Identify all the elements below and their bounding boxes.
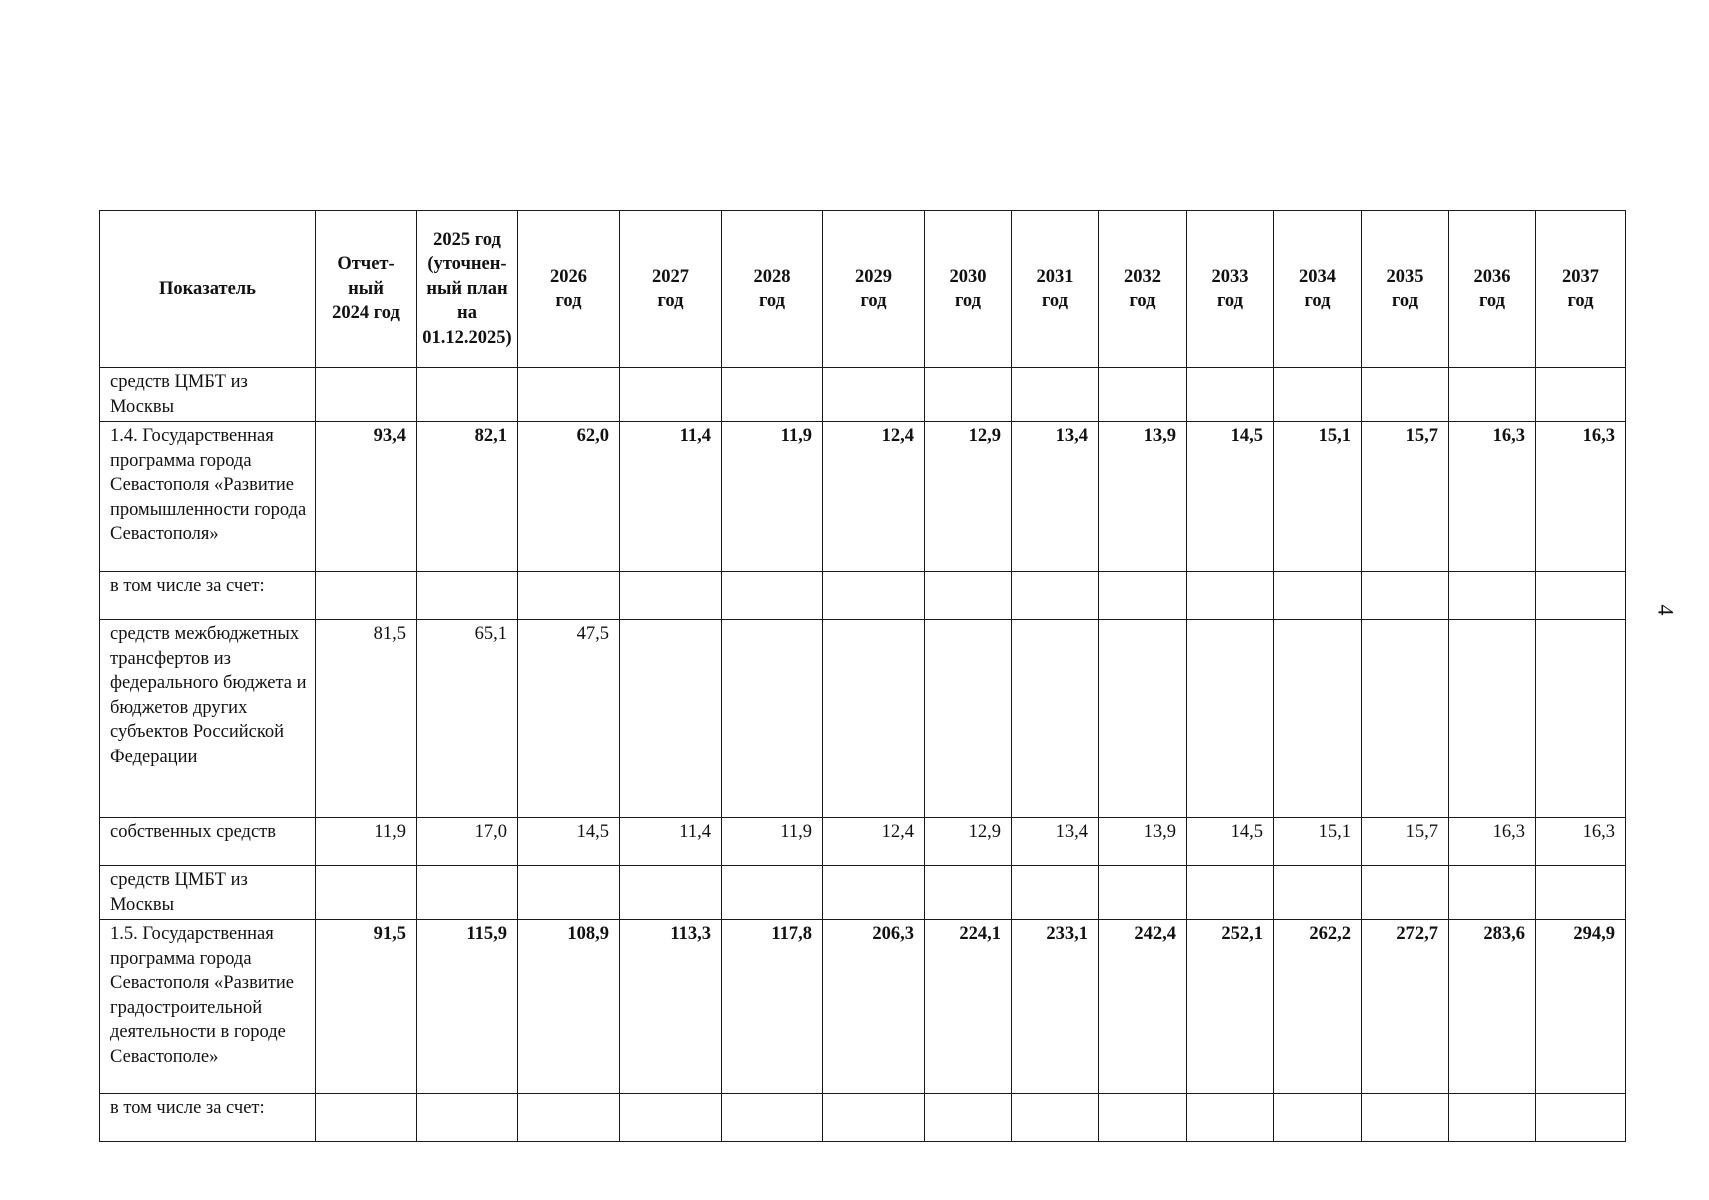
cell-value: 81,5 xyxy=(316,620,417,818)
header-col-0 xyxy=(316,211,417,368)
cell-value xyxy=(1012,1094,1099,1142)
cell-value: 65,1 xyxy=(417,620,518,818)
cell-value: 294,9 xyxy=(1536,920,1626,1094)
cell-value xyxy=(1012,620,1099,818)
row-label: в том числе за счет: xyxy=(100,1094,316,1142)
cell-value: 15,1 xyxy=(1274,818,1362,866)
cell-value: 113,3 xyxy=(620,920,722,1094)
cell-value xyxy=(722,1094,823,1142)
cell-value: 14,5 xyxy=(518,818,620,866)
header-col-12 xyxy=(1449,211,1536,368)
cell-value: 12,4 xyxy=(823,422,925,572)
header-col-8 xyxy=(1099,211,1187,368)
cell-value xyxy=(620,620,722,818)
cell-value: 47,5 xyxy=(518,620,620,818)
header-line: год xyxy=(860,291,887,311)
cell-value xyxy=(823,620,925,818)
header-col-13 xyxy=(1536,211,1626,368)
cell-value: 91,5 xyxy=(316,920,417,1094)
cell-value xyxy=(1536,866,1626,920)
header-col-2 xyxy=(518,211,620,368)
cell-value xyxy=(1274,620,1362,818)
cell-value: 13,9 xyxy=(1099,422,1187,572)
cell-value xyxy=(316,368,417,422)
cell-value xyxy=(1187,866,1274,920)
cell-value xyxy=(417,1094,518,1142)
header-line: 01.12.2025) xyxy=(422,327,512,348)
header-line: 2037 xyxy=(1562,266,1599,287)
cell-value xyxy=(1274,368,1362,422)
cell-value xyxy=(925,620,1012,818)
header-line: на xyxy=(457,303,477,324)
cell-value: 14,5 xyxy=(1187,818,1274,866)
cell-value: 11,9 xyxy=(722,818,823,866)
cell-value xyxy=(925,572,1012,620)
cell-value xyxy=(316,866,417,920)
row-label: 1.4. Государственная программа города Севастополя «Развитие промышленности города Севастополя» xyxy=(100,422,316,572)
header-line: год xyxy=(657,291,684,311)
budget-table xyxy=(99,210,1626,1142)
header-line: 2035 xyxy=(1386,266,1424,287)
cell-value: 233,1 xyxy=(1012,920,1099,1094)
header-col-9 xyxy=(1187,211,1274,368)
cell-value: 16,3 xyxy=(1449,818,1536,866)
cell-value xyxy=(1187,572,1274,620)
cell-value: 117,8 xyxy=(722,920,823,1094)
header-col-11 xyxy=(1362,211,1449,368)
header-line: ный план xyxy=(426,278,508,299)
header-col-5 xyxy=(823,211,925,368)
header-line: (уточнен- xyxy=(427,254,507,275)
cell-value xyxy=(620,572,722,620)
header-line: год xyxy=(1129,291,1156,311)
cell-value: 82,1 xyxy=(417,422,518,572)
header-line: 2033 xyxy=(1211,266,1249,287)
header-line: 2031 xyxy=(1036,266,1074,287)
cell-value xyxy=(1536,572,1626,620)
cell-value xyxy=(316,572,417,620)
header-line: 2036 xyxy=(1473,266,1511,287)
cell-value xyxy=(1449,866,1536,920)
cell-value: 14,5 xyxy=(1187,422,1274,572)
cell-value xyxy=(1362,866,1449,920)
cell-value xyxy=(1536,368,1626,422)
cell-value xyxy=(1449,368,1536,422)
header-line: 2030 xyxy=(949,266,987,287)
header-line: год xyxy=(1567,291,1594,311)
header-line: 2024 год xyxy=(332,303,400,324)
cell-value: 11,4 xyxy=(620,422,722,572)
cell-value xyxy=(1099,368,1187,422)
cell-value xyxy=(823,368,925,422)
cell-value: 16,3 xyxy=(1536,422,1626,572)
cell-value xyxy=(1099,866,1187,920)
cell-value xyxy=(1187,1094,1274,1142)
header-line: 2034 xyxy=(1299,266,1336,287)
table-row xyxy=(100,1094,1626,1142)
cell-value: 17,0 xyxy=(417,818,518,866)
cell-value xyxy=(316,1094,417,1142)
cell-value xyxy=(1362,572,1449,620)
header-line: 2028 xyxy=(753,266,791,287)
header-col-7 xyxy=(1012,211,1099,368)
header-indicator: Показатель xyxy=(100,211,316,368)
cell-value xyxy=(1099,620,1187,818)
cell-value: 13,4 xyxy=(1012,818,1099,866)
header-line: год xyxy=(1391,291,1418,311)
cell-value xyxy=(1536,620,1626,818)
header-line: 2025 год xyxy=(433,229,501,250)
header-col-4 xyxy=(722,211,823,368)
row-label: средств ЦМБТ из Москвы xyxy=(100,368,316,422)
cell-value: 283,6 xyxy=(1449,920,1536,1094)
cell-value: 11,9 xyxy=(722,422,823,572)
table-row xyxy=(100,422,1626,572)
cell-value: 12,9 xyxy=(925,818,1012,866)
cell-value: 16,3 xyxy=(1536,818,1626,866)
cell-value: 12,4 xyxy=(823,818,925,866)
cell-value: 15,1 xyxy=(1274,422,1362,572)
cell-value: 11,4 xyxy=(620,818,722,866)
cell-value xyxy=(518,866,620,920)
cell-value: 62,0 xyxy=(518,422,620,572)
table-header-row xyxy=(100,211,1626,368)
cell-value xyxy=(823,572,925,620)
header-line: год xyxy=(555,291,582,311)
cell-value xyxy=(1012,572,1099,620)
row-label: в том числе за счет: xyxy=(100,572,316,620)
cell-value xyxy=(417,866,518,920)
cell-value xyxy=(925,866,1012,920)
cell-value xyxy=(1536,1094,1626,1142)
cell-value: 115,9 xyxy=(417,920,518,1094)
cell-value: 224,1 xyxy=(925,920,1012,1094)
table-row xyxy=(100,818,1626,866)
cell-value: 15,7 xyxy=(1362,422,1449,572)
header-line: год xyxy=(1216,291,1243,311)
row-label: 1.5. Государственная программа города Севастополя «Развитие градостроительной деятельности в городе Севастополе» xyxy=(100,920,316,1094)
table-row xyxy=(100,368,1626,422)
cell-value xyxy=(1012,368,1099,422)
cell-value xyxy=(518,1094,620,1142)
table-row xyxy=(100,920,1626,1094)
cell-value: 252,1 xyxy=(1187,920,1274,1094)
cell-value xyxy=(417,368,518,422)
table-body xyxy=(100,368,1626,1142)
header-line: год xyxy=(758,291,785,311)
header-line: 2032 xyxy=(1124,266,1161,287)
header-line: год xyxy=(1041,291,1068,311)
cell-value xyxy=(1449,572,1536,620)
header-line: 2029 xyxy=(855,266,892,287)
cell-value xyxy=(1274,572,1362,620)
cell-value xyxy=(1362,620,1449,818)
cell-value: 108,9 xyxy=(518,920,620,1094)
cell-value xyxy=(620,1094,722,1142)
header-line: год xyxy=(1478,291,1505,311)
cell-value xyxy=(1187,368,1274,422)
header-line: ный xyxy=(348,278,384,299)
cell-value xyxy=(1099,572,1187,620)
header-line: год xyxy=(1304,291,1331,311)
cell-value xyxy=(1099,1094,1187,1142)
header-line: 2027 xyxy=(652,266,689,287)
cell-value xyxy=(1274,866,1362,920)
row-label: средств ЦМБТ из Москвы xyxy=(100,866,316,920)
cell-value: 206,3 xyxy=(823,920,925,1094)
table-row xyxy=(100,620,1626,818)
cell-value xyxy=(1012,866,1099,920)
cell-value: 16,3 xyxy=(1449,422,1536,572)
page-number: 4 xyxy=(1653,604,1679,616)
header-col-1 xyxy=(417,211,518,368)
cell-value: 13,9 xyxy=(1099,818,1187,866)
cell-value xyxy=(925,368,1012,422)
header-col-6 xyxy=(925,211,1012,368)
cell-value xyxy=(722,368,823,422)
cell-value xyxy=(518,572,620,620)
cell-value xyxy=(1187,620,1274,818)
cell-value: 262,2 xyxy=(1274,920,1362,1094)
cell-value: 13,4 xyxy=(1012,422,1099,572)
row-label: средств межбюджетных трансфертов из федерального бюджета и бюджетов других субъектов Российской Федерации xyxy=(100,620,316,818)
cell-value xyxy=(417,572,518,620)
cell-value xyxy=(925,1094,1012,1142)
cell-value xyxy=(620,368,722,422)
cell-value: 93,4 xyxy=(316,422,417,572)
cell-value xyxy=(1449,1094,1536,1142)
cell-value: 242,4 xyxy=(1099,920,1187,1094)
header-line: 2026 xyxy=(550,266,587,287)
cell-value xyxy=(722,866,823,920)
cell-value xyxy=(518,368,620,422)
cell-value xyxy=(722,572,823,620)
cell-value: 11,9 xyxy=(316,818,417,866)
cell-value xyxy=(1362,1094,1449,1142)
header-line: год xyxy=(954,291,981,311)
cell-value xyxy=(1274,1094,1362,1142)
row-label: собственных средств xyxy=(100,818,316,866)
cell-value xyxy=(620,866,722,920)
cell-value xyxy=(722,620,823,818)
table-row xyxy=(100,572,1626,620)
cell-value xyxy=(1449,620,1536,818)
cell-value: 15,7 xyxy=(1362,818,1449,866)
header-line: Отчет- xyxy=(337,254,395,275)
table-row xyxy=(100,866,1626,920)
header-col-10 xyxy=(1274,211,1362,368)
cell-value xyxy=(823,1094,925,1142)
cell-value xyxy=(823,866,925,920)
cell-value: 272,7 xyxy=(1362,920,1449,1094)
cell-value: 12,9 xyxy=(925,422,1012,572)
header-col-3 xyxy=(620,211,722,368)
cell-value xyxy=(1362,368,1449,422)
